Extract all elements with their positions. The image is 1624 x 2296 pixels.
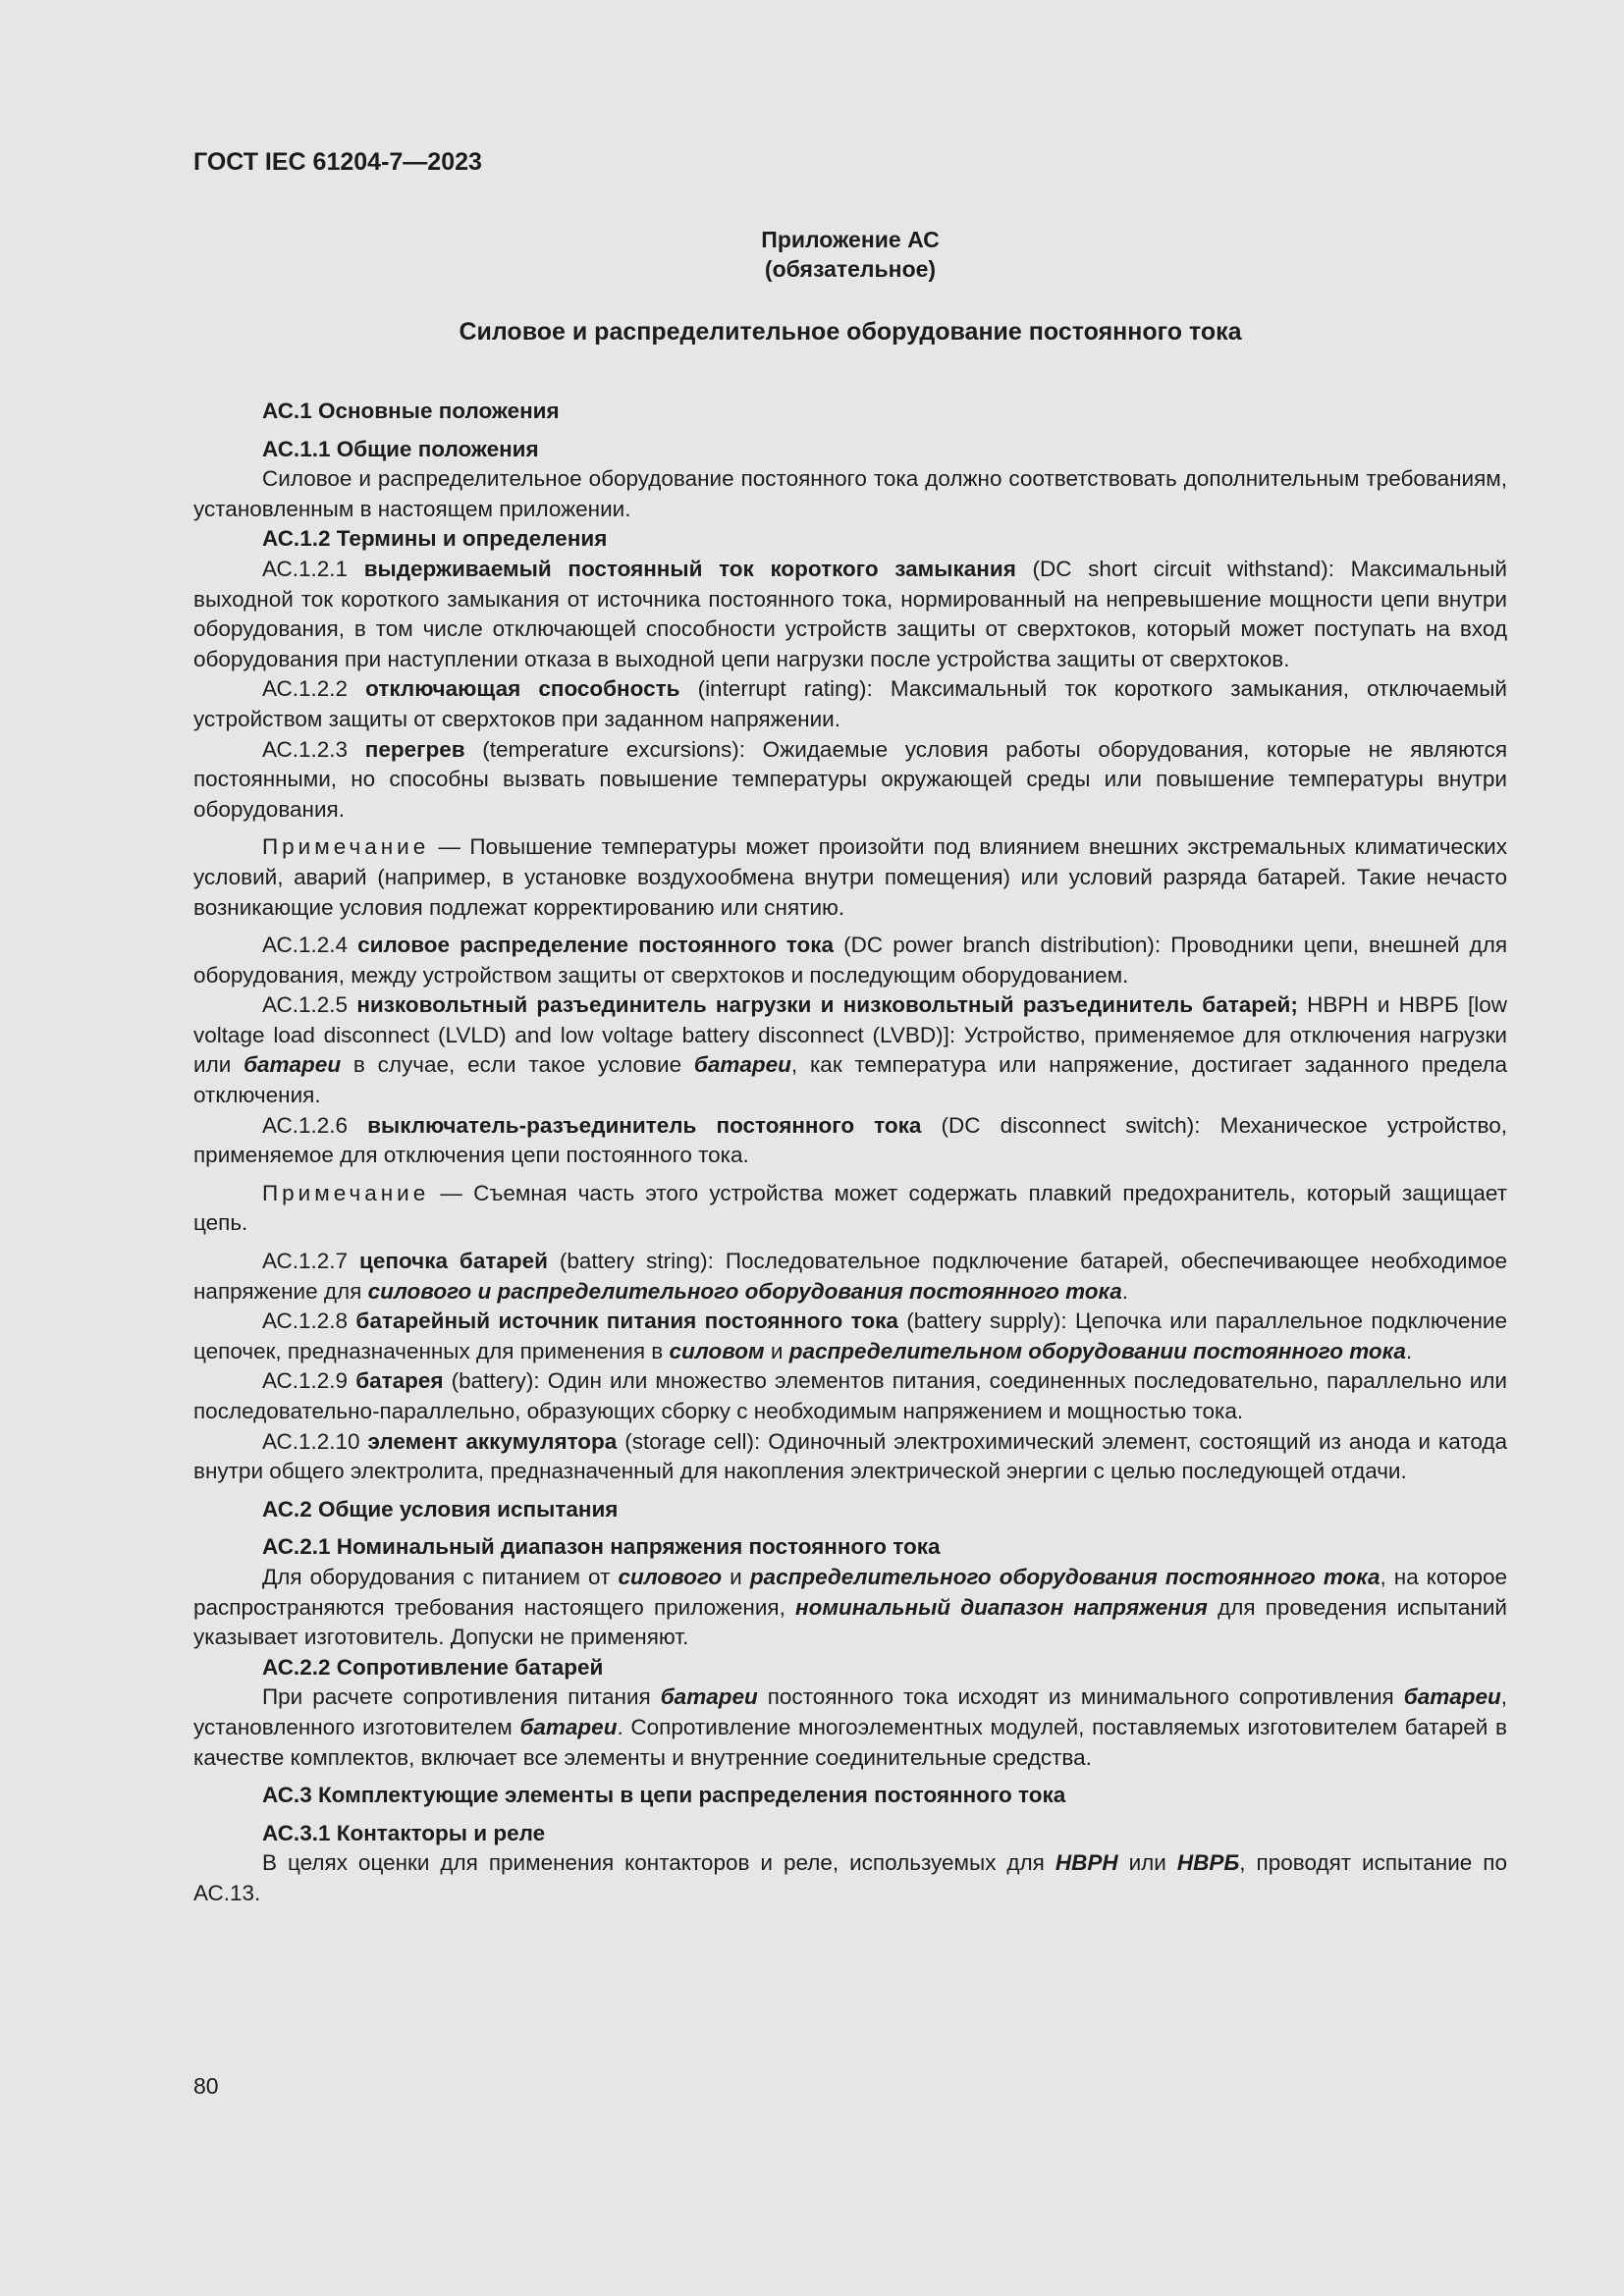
term-definition: (storage cell): Одиночный электрохимический элемент, состоящий из анода и катода внутри общего электролита, предназначенный для накопления электрической энергии с целью последующей отдачи. — [193, 1428, 1508, 1484]
text-run: , на которое распространяются требования настоящего приложения, — [193, 1564, 1508, 1620]
text-run: Для оборудования с питанием от — [262, 1564, 619, 1589]
definition-ac122 — [193, 674, 1507, 734]
text-run: , проводят испытание по АС.13. — [193, 1850, 1507, 1905]
term-name: батарея — [355, 1368, 444, 1394]
term-definition: (interrupt rating): Максимальный ток короткого замыкания, отключаемый устройством защиты от сверхтоков при заданном напряжении. — [193, 676, 1507, 731]
term-name: цепочка батарей — [359, 1249, 548, 1274]
term-definition: , как температура или напряжение, достигает заданного предела отключения. — [193, 1052, 1507, 1108]
defined-term-ref: батареи — [693, 1052, 791, 1078]
term-name: выдерживаемый постоянный ток короткого замыкания — [363, 556, 1016, 581]
note-2 — [193, 1179, 1507, 1239]
text-run: При расчете сопротивления питания — [262, 1684, 661, 1710]
paragraph-ac31 — [193, 1848, 1507, 1908]
section-heading-ac11: АС.1.1 Общие положения — [262, 436, 539, 461]
term-name: элемент аккумулятора — [367, 1428, 618, 1454]
defined-term-ref: батареи — [244, 1052, 342, 1078]
text-run: для проведения испытаний указывает изготовитель. Допуски не применяют. — [193, 1594, 1507, 1650]
defined-term-ref: номинальный диапазон напряжения — [795, 1594, 1208, 1620]
term-number: АС.1.2.8 — [262, 1308, 356, 1334]
appendix-title: Силовое и распределительное оборудование постоянного тока — [459, 318, 1242, 346]
term-definition: (battery supply): Цепочка или параллельное подключение цепочек, предназначенных для применения в — [193, 1308, 1507, 1363]
standard-designation: ГОСТ IEC 61204-7—2023 — [193, 148, 482, 176]
definition-ac1210 — [193, 1427, 1507, 1487]
section-heading-ac1: АС.1 Основные положения — [262, 399, 560, 423]
definition-ac124 — [193, 931, 1507, 990]
definition-ac126 — [193, 1111, 1507, 1171]
defined-term-ref: распределительном оборудовании постоянного тока — [788, 1338, 1406, 1363]
term-name: отключающая способность — [365, 676, 680, 702]
term-definition: (temperature excursions): Ожидаемые условия работы оборудования, которые не являются постоянными, но способны вызвать повышение температуры окружающей среды или повышение температуры внутри оборудования. — [193, 736, 1507, 822]
defined-term-ref: распределительного оборудования постоянного тока — [749, 1564, 1380, 1589]
page-number: 80 — [193, 2073, 219, 2099]
term-number: АС.1.2.9 — [262, 1368, 356, 1394]
defined-term-ref: силового — [618, 1564, 723, 1589]
term-name: выключатель-разъединитель постоянного тока — [367, 1112, 922, 1138]
term-definition: НВРН и НВРБ [low voltage load disconnect (LVLD) and low voltage battery disconnect (LVBD)]: Устройство, применяемое для отключения нагрузки или — [193, 992, 1507, 1078]
term-number: АС.1.2.1 — [262, 556, 364, 581]
section-heading-ac21: АС.2.1 Номинальный диапазон напряжения постоянного тока — [262, 1534, 941, 1560]
section-heading-ac3: АС.3 Комплектующие элементы в цепи распределения постоянного тока — [262, 1783, 1066, 1808]
defined-term-ref: НВРБ — [1176, 1850, 1240, 1876]
text-run: или — [1117, 1850, 1177, 1876]
term-definition: и — [764, 1338, 789, 1363]
term-number: АС.1.2.2 — [262, 676, 366, 702]
term-number: АС.1.2.6 — [262, 1112, 368, 1138]
paragraph-ac11: Силовое и распределительное оборудование постоянного тока должно соответствовать дополнительным требованиям, установленным в настоящем приложении. — [193, 466, 1507, 521]
definition-ac129 — [193, 1366, 1507, 1426]
section-heading-ac12: АС.1.2 Термины и определения — [262, 526, 608, 552]
term-definition: . — [1121, 1278, 1128, 1304]
term-number: АС.1.2.3 — [262, 736, 365, 762]
term-definition: (DC power branch distribution): Проводники цепи, внешней для оборудования, между устройством защиты от сверхтоков и последующим оборудованием. — [193, 933, 1508, 988]
defined-term-ref: НВРН — [1055, 1850, 1118, 1876]
term-name: силовое распределение постоянного тока — [357, 933, 835, 958]
term-number: АС.1.2.4 — [262, 933, 358, 958]
appendix-status: (обязательное) — [764, 256, 937, 282]
term-definition: в случае, если такое условие — [341, 1052, 694, 1078]
document-body — [193, 397, 1507, 1909]
definition-ac123 — [193, 735, 1507, 826]
term-number: АС.1.2.5 — [262, 992, 357, 1018]
paragraph-ac21 — [193, 1563, 1507, 1653]
text-run: постоянного тока исходят из минимального сопротивления — [757, 1684, 1404, 1710]
definition-ac121 — [193, 555, 1507, 674]
defined-term-ref: силового и распределительного оборудования постоянного тока — [367, 1278, 1122, 1304]
appendix-label: Приложение АС — [761, 227, 940, 252]
defined-term-ref: батареи — [1403, 1684, 1501, 1710]
paragraph-ac22 — [193, 1682, 1507, 1773]
note-label: Примечание — [262, 834, 430, 860]
defined-term-ref: батареи — [519, 1714, 618, 1739]
definition-ac128 — [193, 1307, 1507, 1366]
text-run: . Сопротивление многоэлементных модулей, поставляемых изготовителем батарей в качестве комплектов, включает все элементы и внутренние соединительные средства. — [193, 1714, 1507, 1770]
text-run: В целях оценки для применения контакторов и реле, используемых для — [262, 1850, 1056, 1876]
section-heading-ac2: АС.2 Общие условия испытания — [262, 1496, 619, 1522]
note-text: — Повышение температуры может произойти под влиянием внешних экстремальных климатических условий, аварий (например, в установке воздухообмена внутри помещения) или условий разряда батарей. Такие нечасто возникающие условия подлежат корректированию или снятию. — [193, 834, 1507, 920]
term-name: низковольтный разъединитель нагрузки и низковольтный разъединитель батарей; — [356, 992, 1298, 1018]
definition-ac127 — [193, 1247, 1507, 1307]
note-text: — Съемная часть этого устройства может содержать плавкий предохранитель, который защищает цепь. — [193, 1180, 1507, 1236]
defined-term-ref: силовом — [669, 1338, 765, 1363]
term-definition: (DC disconnect switch): Механическое устройство, применяемое для отключения цепи постоянного тока. — [193, 1112, 1507, 1168]
text-run: , установленного изготовителем — [193, 1684, 1507, 1739]
term-definition: . — [1405, 1338, 1413, 1363]
term-name: перегрев — [364, 736, 465, 762]
term-number: АС.1.2.7 — [262, 1249, 360, 1274]
text-run: и — [722, 1564, 750, 1589]
section-heading-ac31: АС.3.1 Контакторы и реле — [262, 1820, 546, 1845]
note-label: Примечание — [262, 1180, 430, 1205]
term-definition: (DC short circuit withstand): Максимальный выходной ток короткого замыкания от источника постоянного тока, нормированный на непревышение мощности цепи внутри оборудования, в том числе отключающей способности устройств защиты от сверхтоков, который может поступать на вход оборудования при наступлении отказа в выходной цепи нагрузки после устройства защиты от сверхтоков. — [193, 556, 1507, 671]
term-definition: (battery string): Последовательное подключение батарей, обеспечивающее необходимое напряжение для — [193, 1249, 1507, 1304]
appendix-heading — [193, 225, 1507, 284]
term-number: АС.1.2.10 — [262, 1428, 368, 1454]
term-name: батарейный источник питания постоянного тока — [355, 1308, 898, 1334]
definition-ac125 — [193, 990, 1507, 1110]
note-1 — [193, 832, 1507, 923]
section-heading-ac22: АС.2.2 Сопротивление батарей — [262, 1654, 604, 1680]
defined-term-ref: батареи — [660, 1684, 758, 1710]
term-definition: (battery): Один или множество элементов питания, соединенных последовательно, параллельно или последовательно-параллельно, образующих сборку с необходимым напряжением и мощностью тока. — [193, 1368, 1507, 1423]
